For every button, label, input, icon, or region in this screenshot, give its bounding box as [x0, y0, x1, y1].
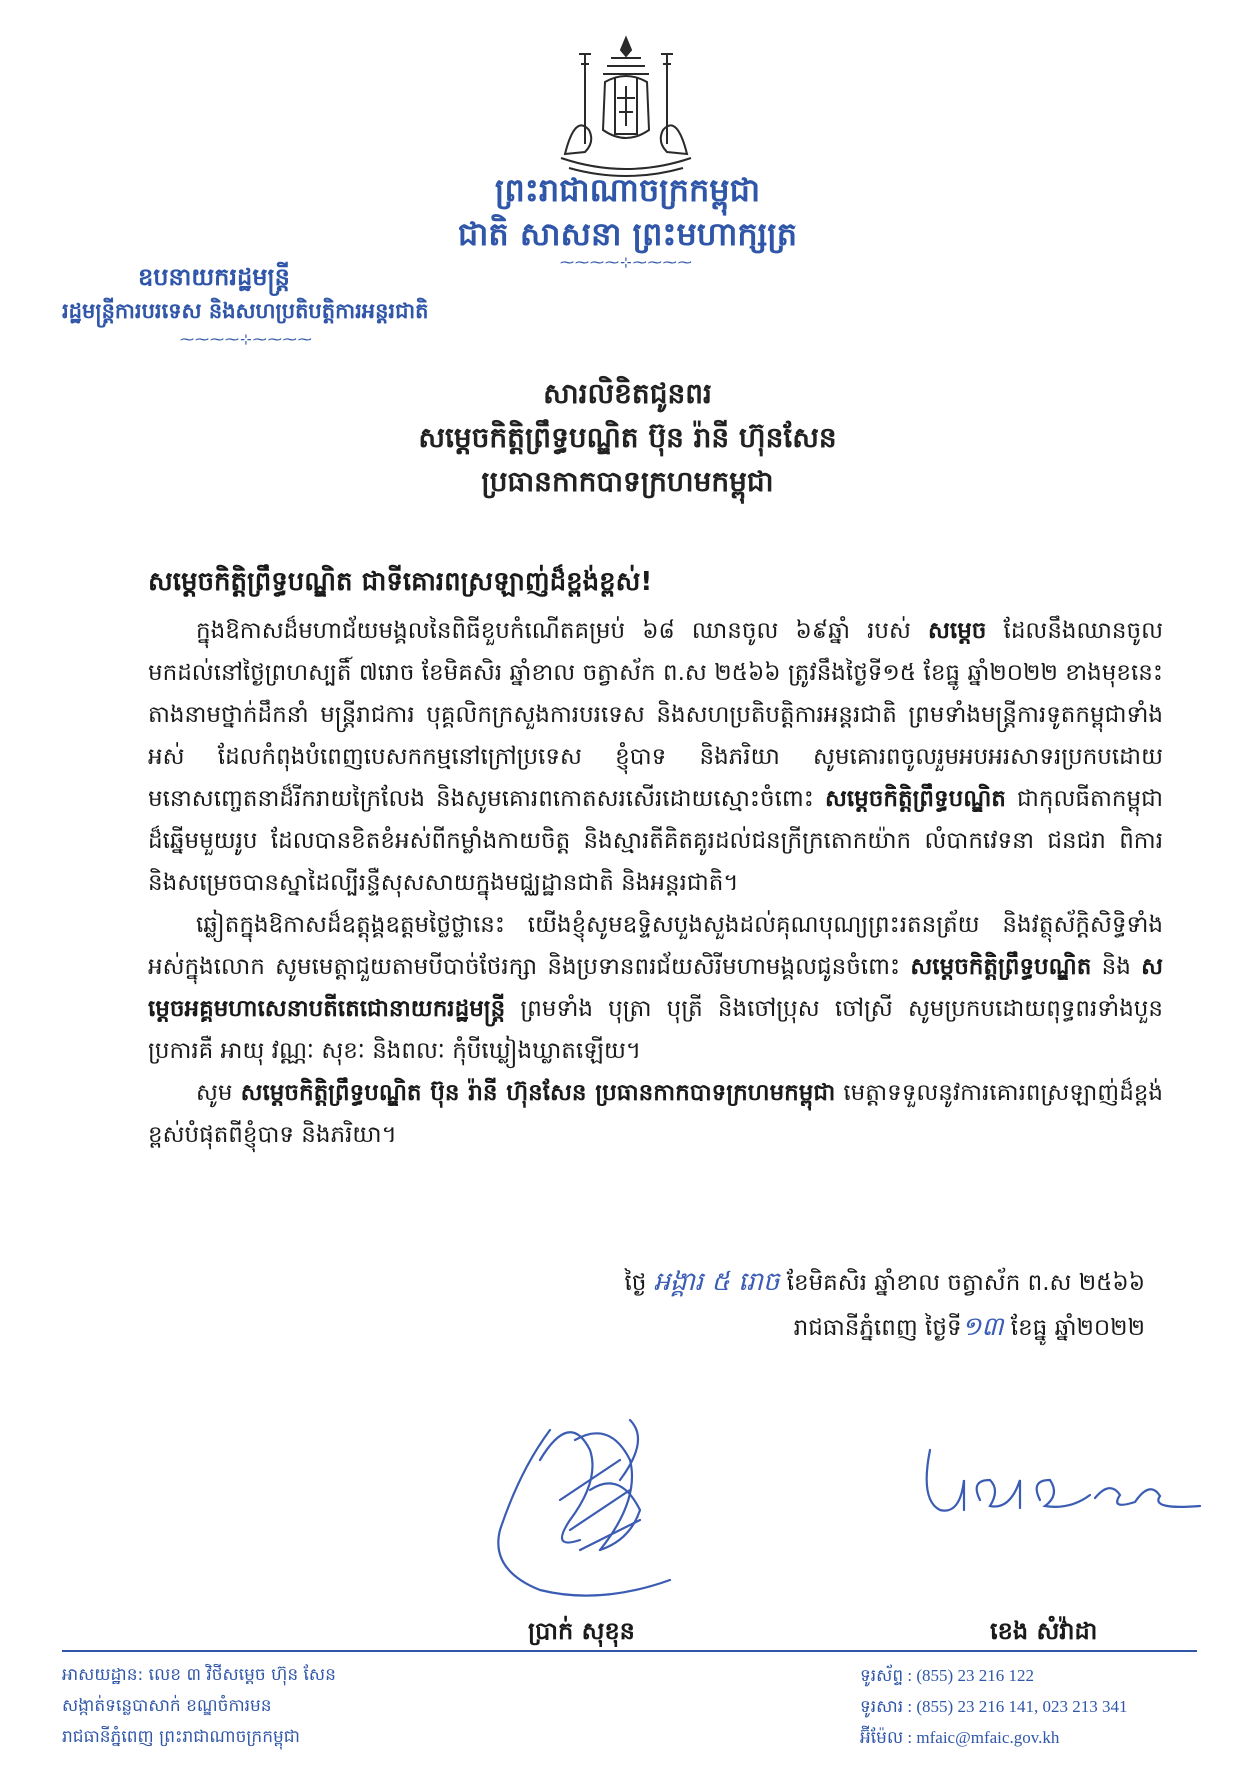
date-label: ខែមិគសិរ ឆ្នាំខាល ចត្វាស័ក ព.ស ២៥៦៦: [786, 1270, 1145, 1296]
body-emphasis: សម្តេច: [928, 618, 987, 644]
date-label: ខែធ្នូ ឆ្នាំ២០២២: [1010, 1315, 1145, 1341]
address-line: អាសយដ្ឋាន: លេខ ៣ វិថីសម្តេច ហ៊ុន សែន: [62, 1665, 336, 1685]
body-text: ក្នុងឱកាសដ៏មហាជ័យមង្គលនៃពិធីខួបកំណើតគម្រប់ ៦៨ ឈានចូល ៦៩ឆ្នាំ របស់: [196, 618, 928, 644]
footer-address: [62, 1660, 336, 1753]
date-label: រាជធានីភ្នំពេញ ថ្ងៃទី: [793, 1315, 962, 1341]
body-paragraph: [148, 610, 1163, 904]
address-line: សង្កាត់ទន្លេបាសាក់ ខណ្ឌចំការមន: [62, 1696, 272, 1716]
recipient-name: សម្តេចកិត្តិព្រឹទ្ធបណ្ឌិត ប៊ុន រ៉ានី ហ៊ុនសែន: [418, 421, 837, 454]
signature-left-icon: [480, 1400, 700, 1610]
lunar-date: [624, 1260, 1145, 1305]
fax-number: ទូរសារ : (855) 23 216 141, 023 213 341: [860, 1697, 1128, 1716]
signatory-left-name: ប្រាក់ សុខុន: [528, 1617, 635, 1645]
handwritten-day: ១៣: [961, 1312, 1004, 1342]
body-emphasis: សម្តេចអគ្គមហាសេនាបតីតេជោនាយករដ្ឋមន្ត្រី: [148, 954, 1163, 1022]
body-emphasis: សម្តេចកិត្តិព្រឹទ្ធបណ្ឌិត ប៊ុន រ៉ានី ហ៊ុនសែន ប្រធានកាកបាទក្រហមកម្ពុជា: [240, 1080, 836, 1106]
email-address[interactable]: អ៊ីម៉ែល : mfaic@mfaic.gov.kh: [860, 1728, 1060, 1747]
office-title: ឧបនាយករដ្ឋមន្ត្រី: [138, 263, 290, 291]
ministry-name: រដ្ឋមន្ត្រីការបរទេស និងសហប្រតិបត្តិការអន្តរជាតិ: [62, 299, 429, 323]
body-emphasis: សម្តេចកិត្តិព្រឹទ្ធបណ្ឌិត: [824, 786, 1006, 812]
national-motto: ជាតិ សាសនា ព្រះមហាក្សត្រ: [457, 215, 798, 253]
body-text: និង: [1091, 954, 1142, 980]
footer-contact: [860, 1660, 1127, 1753]
body-text: ជាកុលធីតាកម្ពុជាដ៏ឆ្នើមមួយរូប ដែលបានខិតខំអស់ពីកម្លាំងកាយចិត្ត និងស្មារតីគិតគូរដល់ជនក្រីក្រតោកយ៉ាក លំបាកវេទនា ជនជរា ពិការ និងសម្រេចបានស្នាដៃល្បីរន្ទឺសុសសាយក្នុងមជ្ឈដ្ឋានជាតិ និងអន្តរជាតិ។: [148, 786, 1163, 896]
divider-ornament: ⁓⁓⁓⁓⊹⁓⁓⁓⁓: [180, 332, 313, 348]
body-text: មេត្តាទទួលនូវការគោរពស្រឡាញ់ដ៏ខ្ពង់ខ្ពស់បំផុតពីខ្ញុំបាទ និងភរិយា។: [148, 1080, 1163, 1148]
phone-number: ទូរស័ព្ទ : (855) 23 216 122: [860, 1666, 1034, 1685]
body-text: ព្រមទាំង បុត្រា បុត្រី និងចៅប្រុស ចៅស្រី សូមប្រកបដោយពុទ្ធពរទាំងបួនប្រការគឺ អាយុ វណ្ណៈ សុខៈ និងពលៈ កុំបីឃ្លៀងឃ្លាតឡើយ។: [148, 996, 1163, 1064]
date-label: ថ្ងៃ: [624, 1270, 647, 1296]
handwritten-day: អង្គារ ៥ រោច: [653, 1267, 780, 1297]
body-text: ឆ្លៀតក្នុងឱកាសដ៏ឧត្តុង្គឧត្តមថ្លៃថ្លានេះ យើងខ្ញុំសូមឧទ្ទិសបួងសួងដល់គុណបុណ្យព្រះរតនត្រ័យ និងវត្ថុស័ក្តិសិទ្ធិទាំងអស់ក្នុងលោក សូមមេត្តាជួយតាមបីបាច់ថែរក្សា និងប្រទានពរជ័យសិរីមហាមង្គលជូនចំពោះ: [148, 912, 1163, 980]
body-emphasis: សម្តេចកិត្តិព្រឹទ្ធបណ្ឌិត: [910, 954, 1092, 980]
letter-title: សារលិខិតជូនពរ: [543, 377, 712, 410]
body-paragraph: [148, 1072, 1163, 1156]
salutation: សម្តេចកិត្តិព្រឹទ្ធបណ្ឌិត ជាទីគោរពស្រឡាញ់ដ៏ខ្ពង់ខ្ពស់!: [148, 567, 653, 597]
signature-right-icon: [920, 1440, 1210, 1540]
footer-divider: [62, 1650, 1197, 1652]
letter-body: [148, 610, 1163, 1156]
body-paragraph: [148, 904, 1163, 1072]
royal-coat-of-arms-icon: [545, 34, 707, 184]
date-block: [624, 1260, 1145, 1350]
body-text: ដែលនឹងឈានចូលមកដល់នៅថ្ងៃព្រហស្បតិ៍ ៧រោច ខែមិគសិរ ឆ្នាំខាល ចត្វាស័ក ព.ស ២៥៦៦ ត្រូវនឹងថ្ងៃទី១៥ ខែធ្នូ ឆ្នាំ២០២២ ខាងមុខនេះ តាងនាមថ្នាក់ដឹកនាំ មន្ត្រីរាជការ បុគ្គលិកក្រសួងការបរទេស និងសហប្រតិបត្តិការអន្តរជាតិ ព្រមទាំងមន្ត្រីការទូតកម្ពុជាទាំងអស់ ដែលកំពុងបំពេញបេសកកម្មនៅក្រៅប្រទេស ខ្ញុំបាទ និងភរិយា សូមគោរពចូលរួមអបអរសាទរប្រកបដោយមនោសញ្ចេតនាដ៏រីករាយក្រៃលែង និងសូមគោរពកោតសរសើរដោយស្មោះចំពោះ: [148, 618, 1163, 812]
signatory-right-name: ខេង សំវ៉ាដា: [990, 1617, 1098, 1645]
solar-date: [624, 1305, 1145, 1350]
recipient-position: ប្រធានកាកបាទក្រហមកម្ពុជា: [481, 465, 774, 498]
address-line: រាជធានីភ្នំពេញ ព្រះរាជាណាចក្រកម្ពុជា: [62, 1727, 300, 1747]
body-text: សូម: [196, 1080, 241, 1106]
divider-ornament: ⁓⁓⁓⁓⊹⁓⁓⁓⁓: [560, 255, 693, 271]
kingdom-name: ព្រះរាជាណាចក្រកម្ពុជា: [494, 171, 761, 209]
